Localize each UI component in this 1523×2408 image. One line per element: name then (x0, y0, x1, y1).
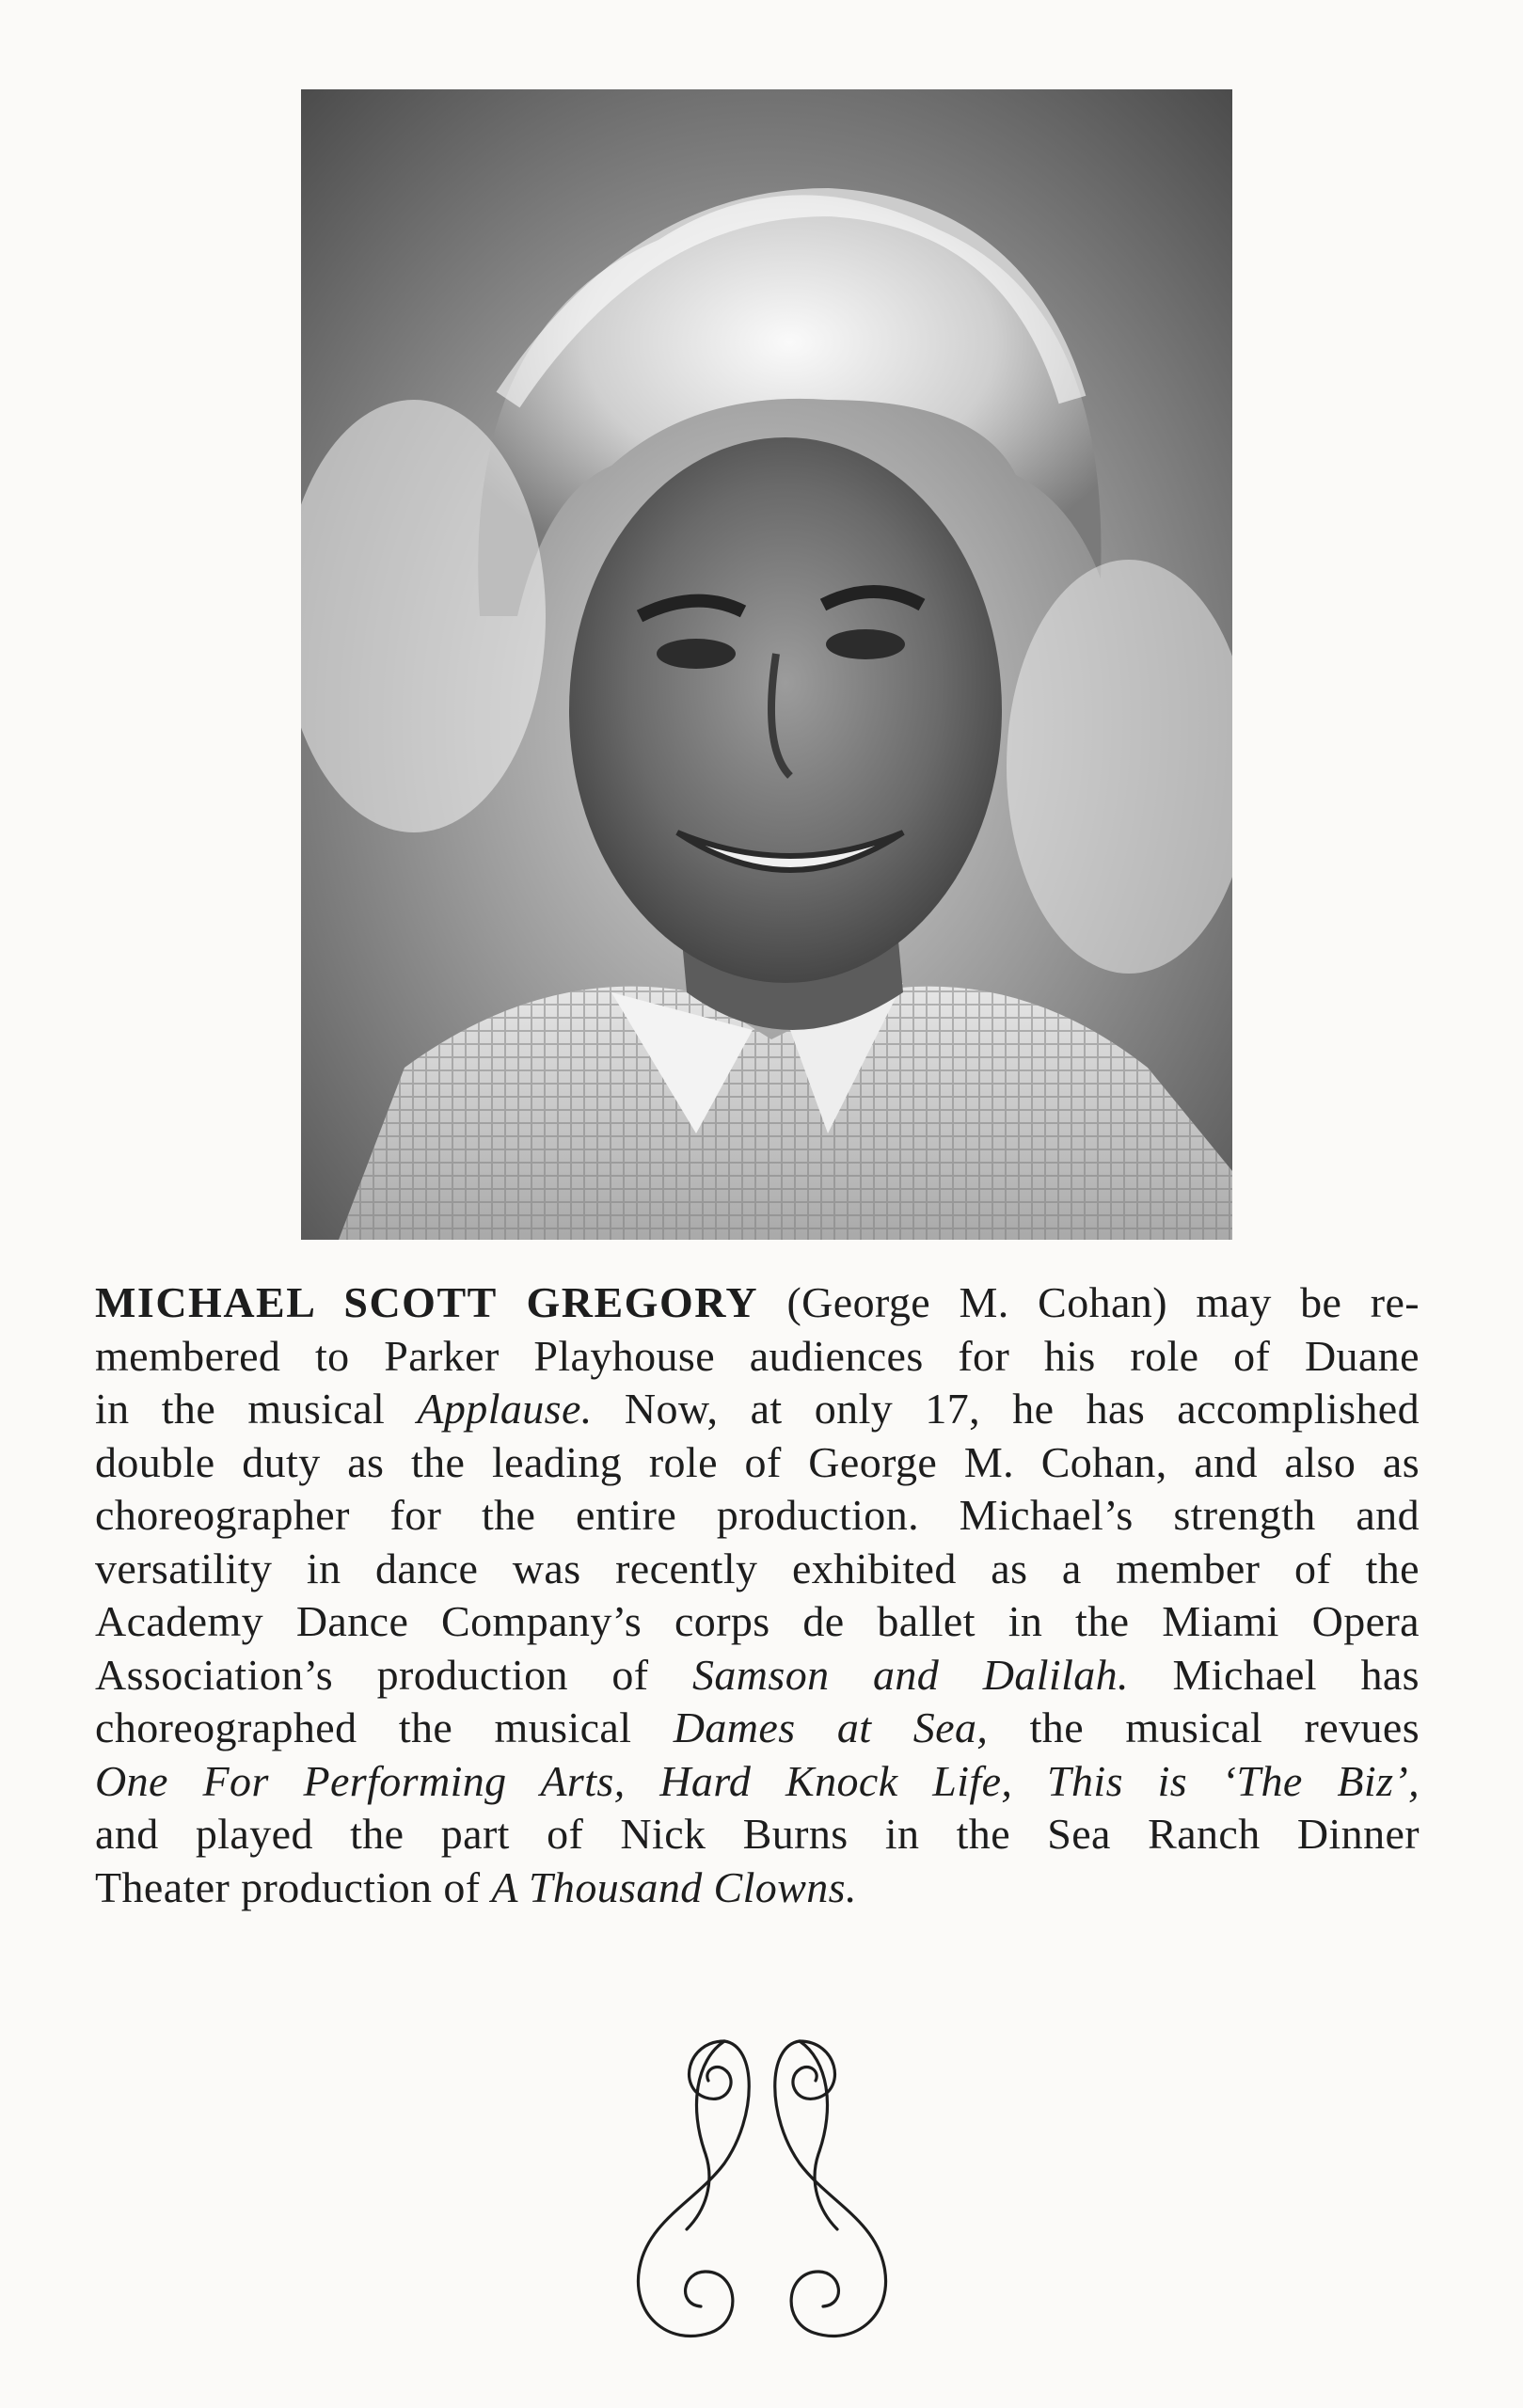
bio-text: (George M. Cohan) may be re- (758, 1278, 1420, 1326)
bio-line (95, 1543, 1420, 1596)
bio-line (95, 1330, 1420, 1384)
bio-line (95, 1595, 1420, 1649)
bio-line (95, 1649, 1420, 1703)
bio-text: double duty as the leading role of George M. Cohan, and also as (95, 1437, 1420, 1486)
bio-line (95, 1489, 1420, 1543)
bio-line (95, 1436, 1420, 1490)
production-title: Samson and Dalilah. (691, 1650, 1129, 1699)
scroll-flourish-icon (583, 2004, 941, 2361)
bio-paragraph (95, 1276, 1420, 1914)
bio-text: the musical revues (988, 1703, 1420, 1751)
bio-text: Michael has (1128, 1650, 1420, 1699)
bio-text: Now, at only 17, he has accomplished (592, 1385, 1420, 1433)
bio-line (95, 1861, 1420, 1915)
bio-text: and played the part of Nick Burns in the Sea Ranch Dinner (95, 1810, 1420, 1858)
bio-text: choreographer for the entire production. Michael’s strength and (95, 1491, 1420, 1539)
production-title: Applause. (417, 1385, 593, 1433)
production-title: Dames at Sea, (673, 1703, 989, 1751)
performer-name: MICHAEL SCOTT GREGORY (95, 1278, 759, 1326)
bio-line (95, 1808, 1420, 1861)
bio-text: versatility in dance was recently exhibited as a member of the (95, 1544, 1420, 1592)
portrait-photo (301, 89, 1232, 1240)
bio-line (95, 1276, 1420, 1330)
production-title: A Thousand Clowns. (491, 1862, 857, 1911)
bio-line (95, 1383, 1420, 1436)
bio-text: membered to Parker Playhouse audiences for his role of Duane (95, 1331, 1420, 1380)
production-title: One For Performing Arts, Hard Knock Life, This is ‘The Biz’, (95, 1756, 1420, 1805)
bio-text: Theater production of (95, 1862, 492, 1911)
bio-line (95, 1702, 1420, 1755)
bio-text: Academy Dance Company’s corps de ballet in the Miami Opera (95, 1597, 1420, 1645)
portrait-image (301, 89, 1232, 1240)
bio-text: choreographed the musical (95, 1703, 674, 1751)
bio-line (95, 1755, 1420, 1809)
bio-text: in the musical (95, 1385, 418, 1433)
bio-text: Association’s production of (95, 1650, 692, 1699)
